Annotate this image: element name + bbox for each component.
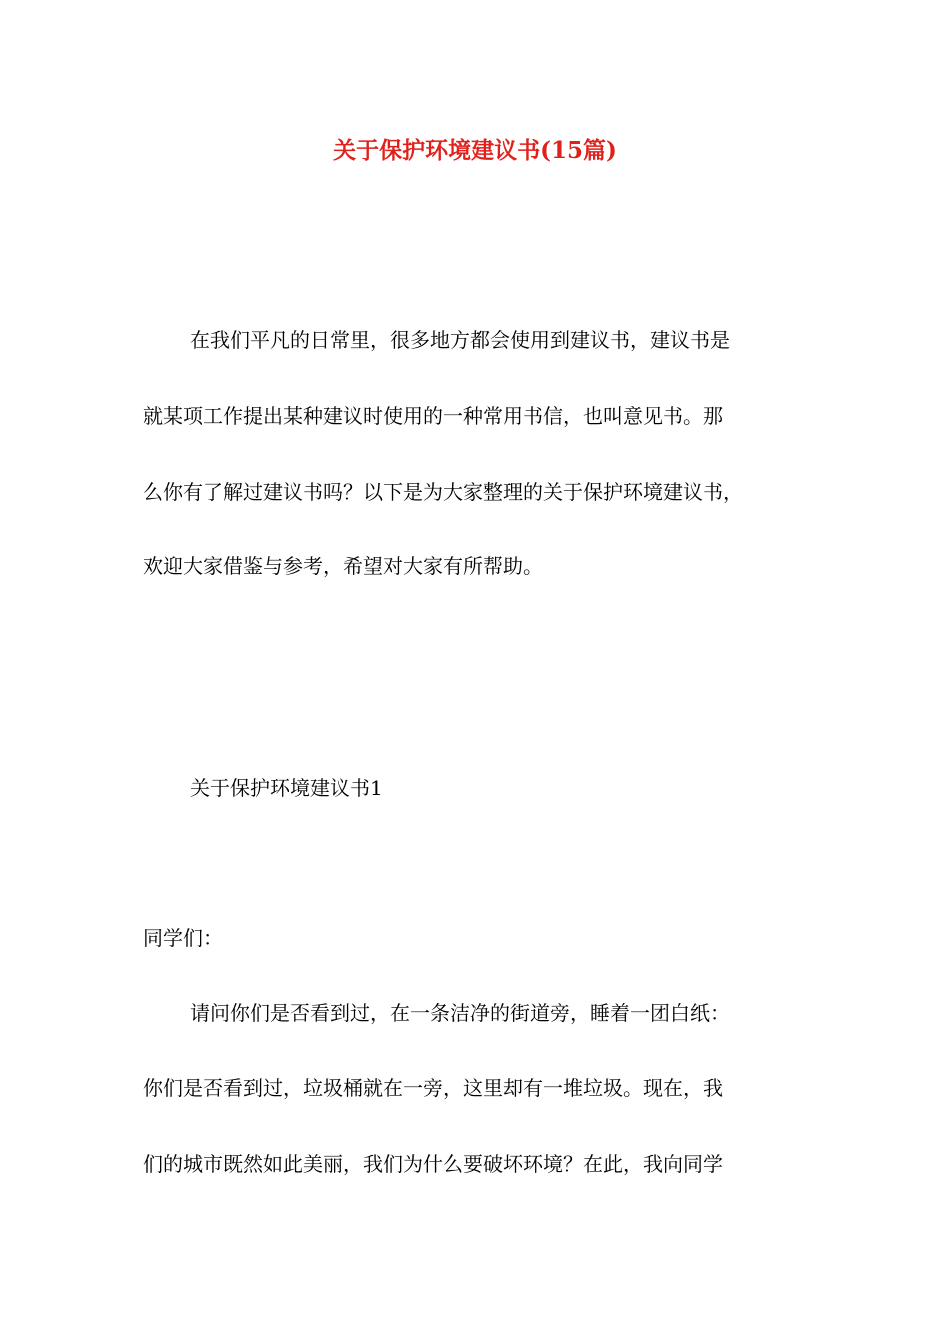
salutation: 同学们： [143,926,223,950]
body-line-3: 们的城市既然如此美丽，我们为什么要破坏环境？在此，我向同学 [143,1152,723,1176]
intro-line-2: 就某项工作提出某种建议时使用的一种常用书信，也叫意见书。那 [143,404,723,428]
intro-line-3: 么你有了解过建议书吗？以下是为大家整理的关于保护环境建议书， [143,480,743,504]
intro-line-4: 欢迎大家借鉴与参考，希望对大家有所帮助。 [143,554,543,578]
body-line-1: 请问你们是否看到过，在一条洁净的街道旁，睡着一团白纸： [190,1001,730,1025]
body-line-2: 你们是否看到过，垃圾桶就在一旁，这里却有一堆垃圾。现在，我 [143,1076,723,1100]
intro-line-1: 在我们平凡的日常里，很多地方都会使用到建议书，建议书是 [190,328,730,352]
document-title: 关于保护环境建议书(15篇) [333,137,617,164]
section-heading: 关于保护环境建议书1 [190,776,383,800]
